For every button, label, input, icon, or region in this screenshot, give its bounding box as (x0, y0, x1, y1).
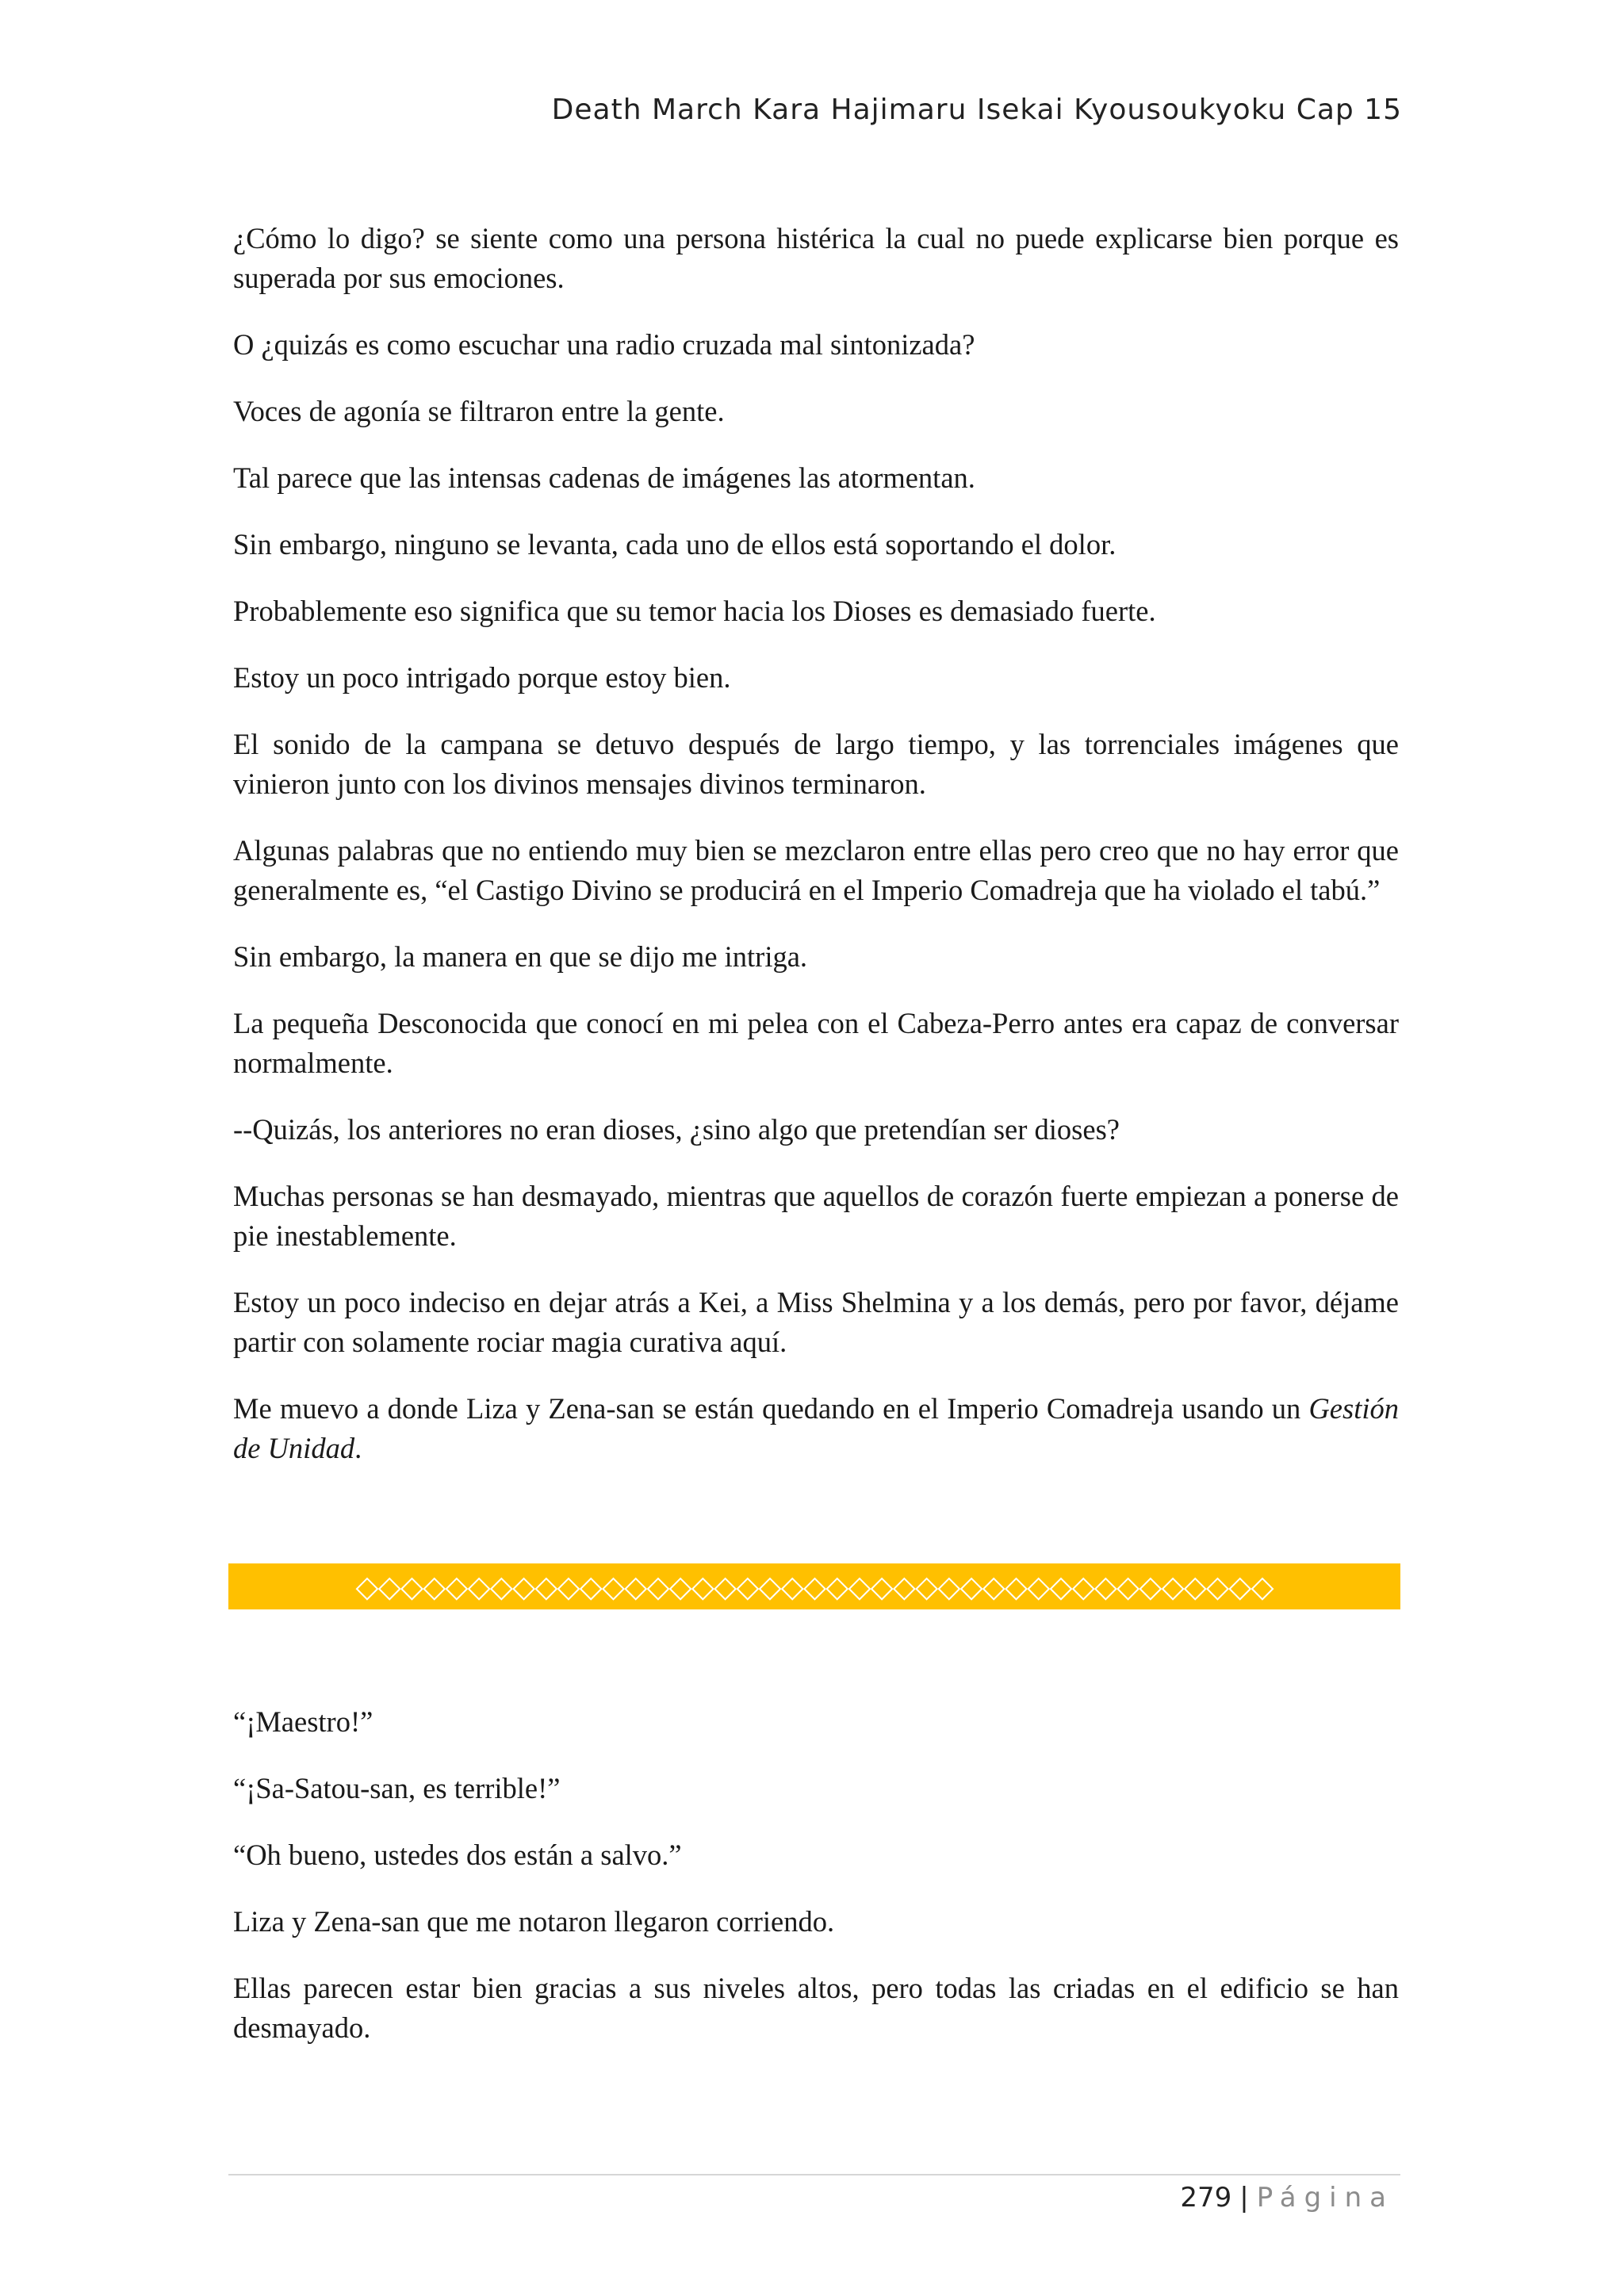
paragraph: Ellas parecen estar bien gracias a sus niveles altos, pero todas las criadas en el edificio se han desmayado. (233, 1972, 1399, 2044)
dialogue-line: “Oh bueno, ustedes dos están a salvo.” (233, 1839, 682, 1871)
dialogue-line: “¡Maestro!” (233, 1705, 373, 1738)
page-body (233, 219, 1399, 2075)
scene-separator: ◇◇◇◇◇◇◇◇◇◇◇◇◇◇◇◇◇◇◇◇◇◇◇◇◇◇◇◇◇◇◇◇◇◇◇◇◇◇◇◇◇ (228, 1563, 1400, 1609)
paragraph: ¿Cómo lo digo? se siente como una persona histérica la cual no puede explicarse bien porque es superada por sus emociones. (233, 222, 1399, 294)
paragraph-text: Me muevo a donde Liza y Zena-san se están quedando en el Imperio Comadreja usando un (233, 1392, 1309, 1425)
paragraph-skill (233, 1389, 1399, 1468)
paragraph: Muchas personas se han desmayado, mientras que aquellos de corazón fuerte empiezan a ponerse de pie inestablemente. (233, 1180, 1399, 1252)
page-number: 279 (1180, 2182, 1232, 2214)
skill-name: Gestión de Unidad (233, 1392, 1399, 1464)
paragraph: El sonido de la campana se detuvo después de largo tiempo, y las torrenciales imágenes que vinieron junto con los divinos mensajes divinos terminaron. (233, 728, 1399, 800)
paragraph: Algunas palabras que no entiendo muy bien se mezclaron entre ellas pero creo que no hay error que generalmente es, “el Castigo Divino se producirá en el Imperio Comadreja que ha violado el tabú.” (233, 834, 1399, 906)
dialogue-line: “¡Sa-Satou-san, es terrible!” (233, 1772, 561, 1804)
paragraph: Liza y Zena-san que me notaron llegaron corriendo. (233, 1905, 835, 1938)
paragraph: --Quizás, los anteriores no eran dioses, ¿sino algo que pretendían ser dioses? (233, 1113, 1120, 1146)
document-header: Death March Kara Hajimaru Isekai Kyousoukyoku Cap 15 (551, 94, 1402, 126)
page-label: Página (1256, 2182, 1394, 2214)
footer-separator: | (1239, 2182, 1249, 2214)
paragraph: Probablemente eso significa que su temor hacia los Dioses es demasiado fuerte. (233, 595, 1156, 627)
paragraph: Voces de agonía se filtraron entre la gente. (233, 395, 725, 427)
paragraph-end: . (354, 1432, 362, 1464)
paragraph: Estoy un poco indeciso en dejar atrás a Kei, a Miss Shelmina y a los demás, pero por favor, déjame partir con solamente rociar magia curativa aquí. (233, 1286, 1399, 1358)
page-footer (1180, 2182, 1394, 2214)
paragraph: Sin embargo, la manera en que se dijo me intriga. (233, 940, 808, 973)
paragraph: La pequeña Desconocida que conocí en mi pelea con el Cabeza-Perro antes era capaz de conversar normalmente. (233, 1007, 1399, 1079)
paragraph: Estoy un poco intrigado porque estoy bien. (233, 661, 731, 694)
paragraph: Sin embargo, ninguno se levanta, cada uno de ellos está soportando el dolor. (233, 528, 1116, 561)
paragraph: Tal parece que las intensas cadenas de imágenes las atormentan. (233, 461, 975, 494)
footer-divider (228, 2174, 1400, 2175)
paragraph: O ¿quizás es como escuchar una radio cruzada mal sintonizada? (233, 328, 975, 361)
